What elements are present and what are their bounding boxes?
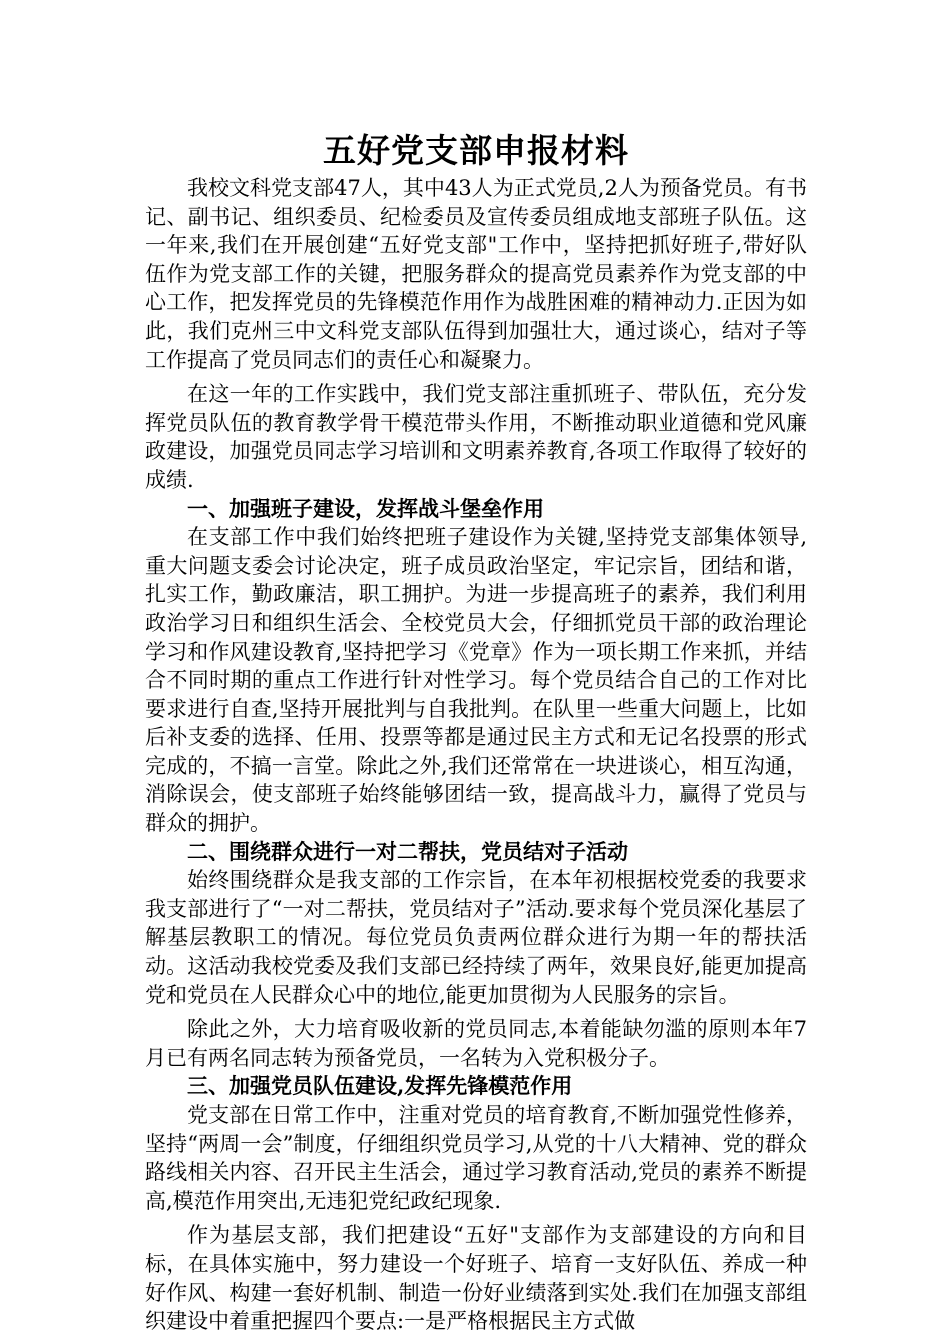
paragraph-practice: 在这一年的工作实践中，我们党支部注重抓班子、带队伍，充分发挥党员队伍的教育教学骨干模范带头作用，不断推动职业道德和党风廉政建设，加强党员同志学习培训和文明素养教育,各项工作取得了较好的成绩. bbox=[145, 382, 807, 492]
paragraph-section-3: 党支部在日常工作中，注重对党员的培育教育,不断加强党性修养，坚持“两周一会”制度，仔细组织党员学习,从党的十八大精神、党的群众路线相关内容、召开民主生活会，通过学习教育活动,党员的素养不断提高,模范作用突出,无违犯党纪政纪现象. bbox=[145, 1103, 807, 1213]
document-title: 五好党支部申报材料 bbox=[323, 131, 629, 170]
document-page bbox=[145, 128, 807, 1336]
section-heading-2: 二、围绕群众进行一对二帮扶，党员结对子活动 bbox=[187, 838, 628, 864]
paragraph-section-2-extra: 除此之外，大力培育吸收新的党员同志,本着能缺勿滥的原则本年7月已有两名同志转为预备党员，一名转为入党积极分子。 bbox=[145, 1017, 807, 1070]
paragraph-intro: 我校文科党支部47人，其中43人为正式党员,2人为预备党员。有书记、副书记、组织委员、纪检委员及宣传委员组成地支部班子队伍。这一年来,我们在开展创建“五好党支部"工作中，坚持把抓好班子,带好队伍作为党支部工作的关键，把服务群众的提高党员素养作为党支部的中心工作，把发挥党员的先锋模范作用作为战胜困难的精神动力.正因为如此，我们克州三中文科党支部队伍得到加强壮大，通过谈心，结对子等工作提高了党员同志们的责任心和凝聚力。 bbox=[145, 176, 807, 372]
section-heading-3: 三、加强党员队伍建设,发挥先锋模范作用 bbox=[187, 1073, 573, 1099]
section-heading-1: 一、加强班子建设，发挥战斗堡垒作用 bbox=[187, 495, 544, 521]
paragraph-section-3-extra: 作为基层支部，我们把建设“五好"支部作为支部建设的方向和目标，在具体实施中，努力建设一个好班子、培育一支好队伍、养成一种好作风、构建一套好机制、制造一份好业绩落到实处.我们在加强支部组织建设中着重把握四个要点:一是严格根据民主方式做 bbox=[145, 1223, 807, 1334]
paragraph-section-2: 始终围绕群众是我支部的工作宗旨，在本年初根据校党委的我要求我支部进行了“一对二帮扶，党员结对子”活动.要求每个党员深化基层了解基层教职工的情况。每位党员负责两位群众进行为期一年的帮扶活动。这活动我校党委及我们支部已经持续了两年，效果良好,能更加提高党和党员在人民群众心中的地位,能更加贯彻为人民服务的宗旨。 bbox=[145, 868, 807, 1007]
paragraph-section-1: 在支部工作中我们始终把班子建设作为关键,坚持党支部集体领导,重大问题支委会讨论决定，班子成员政治坚定，牢记宗旨，团结和谐，扎实工作，勤政廉洁，职工拥护。为进一步提高班子的素养，我们利用政治学习日和组织生活会、全校党员大会，仔细抓党员干部的政治理论学习和作风建设教育,坚持把学习《党章》作为一项长期工作来抓，并结合不同时期的重点工作进行针对性学习。每个党员结合自己的工作对比要求进行自查,坚持开展批判与自我批判。在队里一些重大问题上，比如后补支委的选择、任用、投票等都是通过民主方式和无记名投票的形式完成的，不搞一言堂。除此之外,我们还常常在一块进谈心，相互沟通，消除误会，使支部班子始终能够团结一致，提高战斗力，赢得了党员与群众的拥护。 bbox=[145, 525, 807, 836]
